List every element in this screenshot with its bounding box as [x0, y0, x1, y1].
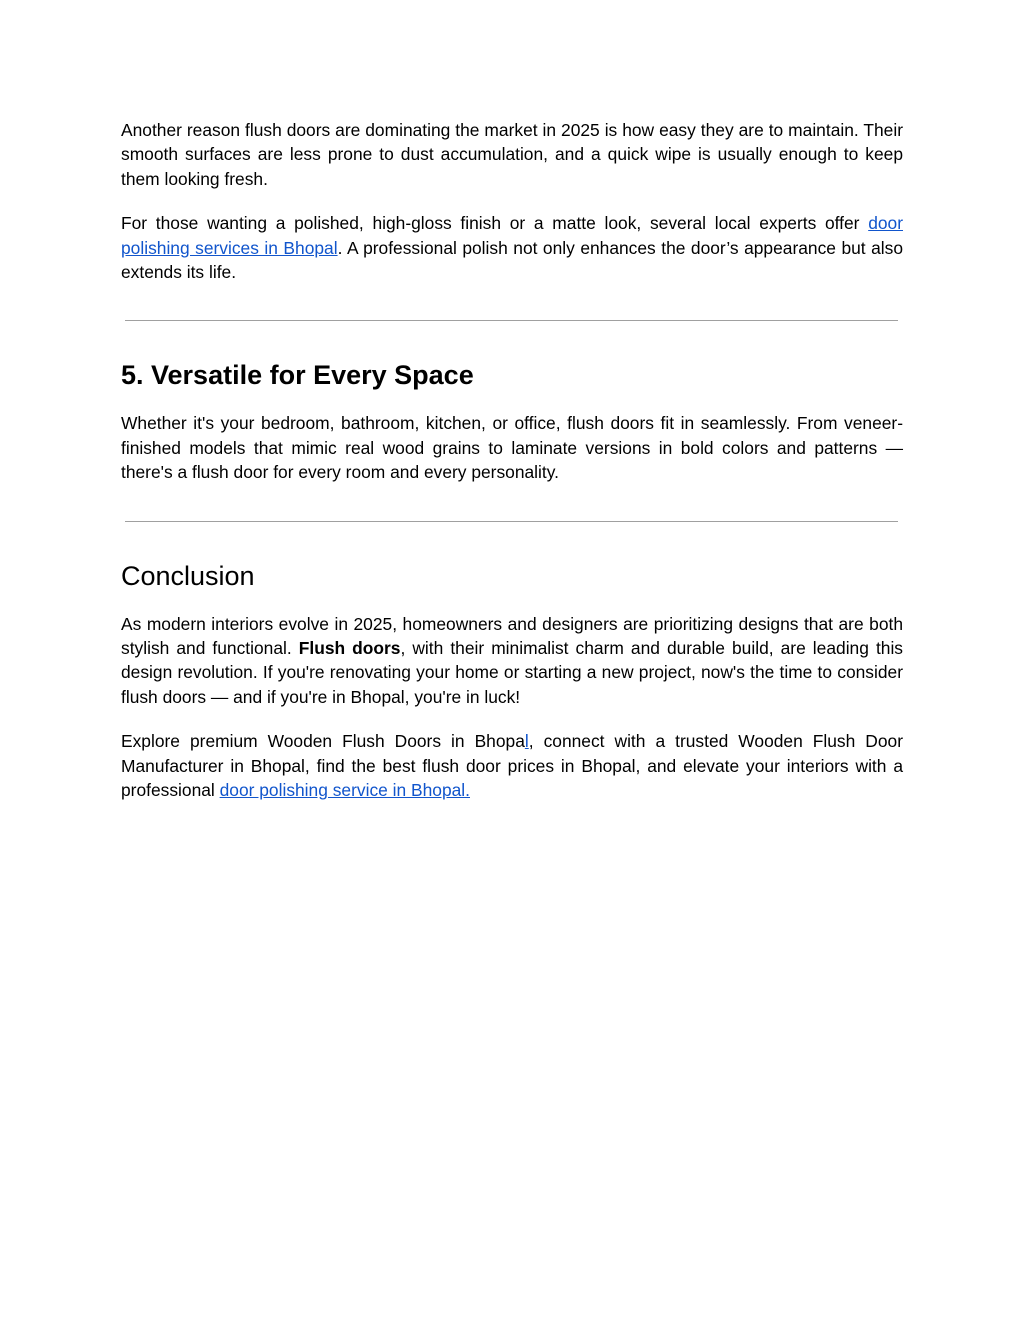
door-polishing-services-link[interactable]: door polishing services in Bhopal [121, 213, 903, 258]
conclusion-paragraph [121, 612, 903, 710]
conclusion-text-after: , with their minimalist charm and durable build, are leading this design revolution. If you're renovating your home or starting a new project, now's the time to consider flush doors — and if you're in Bhopal, you're in luck! [121, 638, 904, 707]
versatile-heading: 5. Versatile for Every Space [121, 360, 474, 391]
polishing-paragraph [121, 211, 903, 284]
door-polishing-service-link[interactable]: door polishing service in Bhopal. [219, 780, 470, 801]
flush-doors-bold: Flush doors [298, 638, 401, 659]
conclusion-text-before: As modern interiors evolve in 2025, homeowners and designers are prioritizing designs that are both stylish and functional. [121, 613, 903, 659]
versatile-paragraph: Whether it's your bedroom, bathroom, kitchen, or office, flush doors fit in seamlessly. From veneer-finished models that mimic real wood grains to laminate versions in bold colors and patterns — there's a flush door for every room and every personality. [121, 413, 903, 483]
wooden-flush-doors-link[interactable]: l [524, 731, 529, 752]
explore-text-part2: , connect with a trusted Wooden Flush Door Manufacturer in Bhopal, find the best flush door prices in Bhopal, and elevate your interiors with a professional [121, 731, 904, 801]
document-page [121, 118, 903, 803]
maintenance-paragraph: Another reason flush doors are dominating the market in 2025 is how easy they are to maintain. Their smooth surfaces are less prone to dust accumulation, and a quick wipe is usually enough to keep them looking fresh. [121, 120, 903, 189]
conclusion-heading: Conclusion [121, 560, 255, 591]
polishing-text-after: . A professional polish not only enhances the door’s appearance but also extends its life. [121, 237, 904, 283]
explore-text-part1: Explore premium Wooden Flush Doors in Bhopa [121, 731, 525, 752]
explore-paragraph [121, 729, 903, 802]
polishing-text-before: For those wanting a polished, high-gloss finish or a matte look, several local experts offer [121, 213, 869, 234]
